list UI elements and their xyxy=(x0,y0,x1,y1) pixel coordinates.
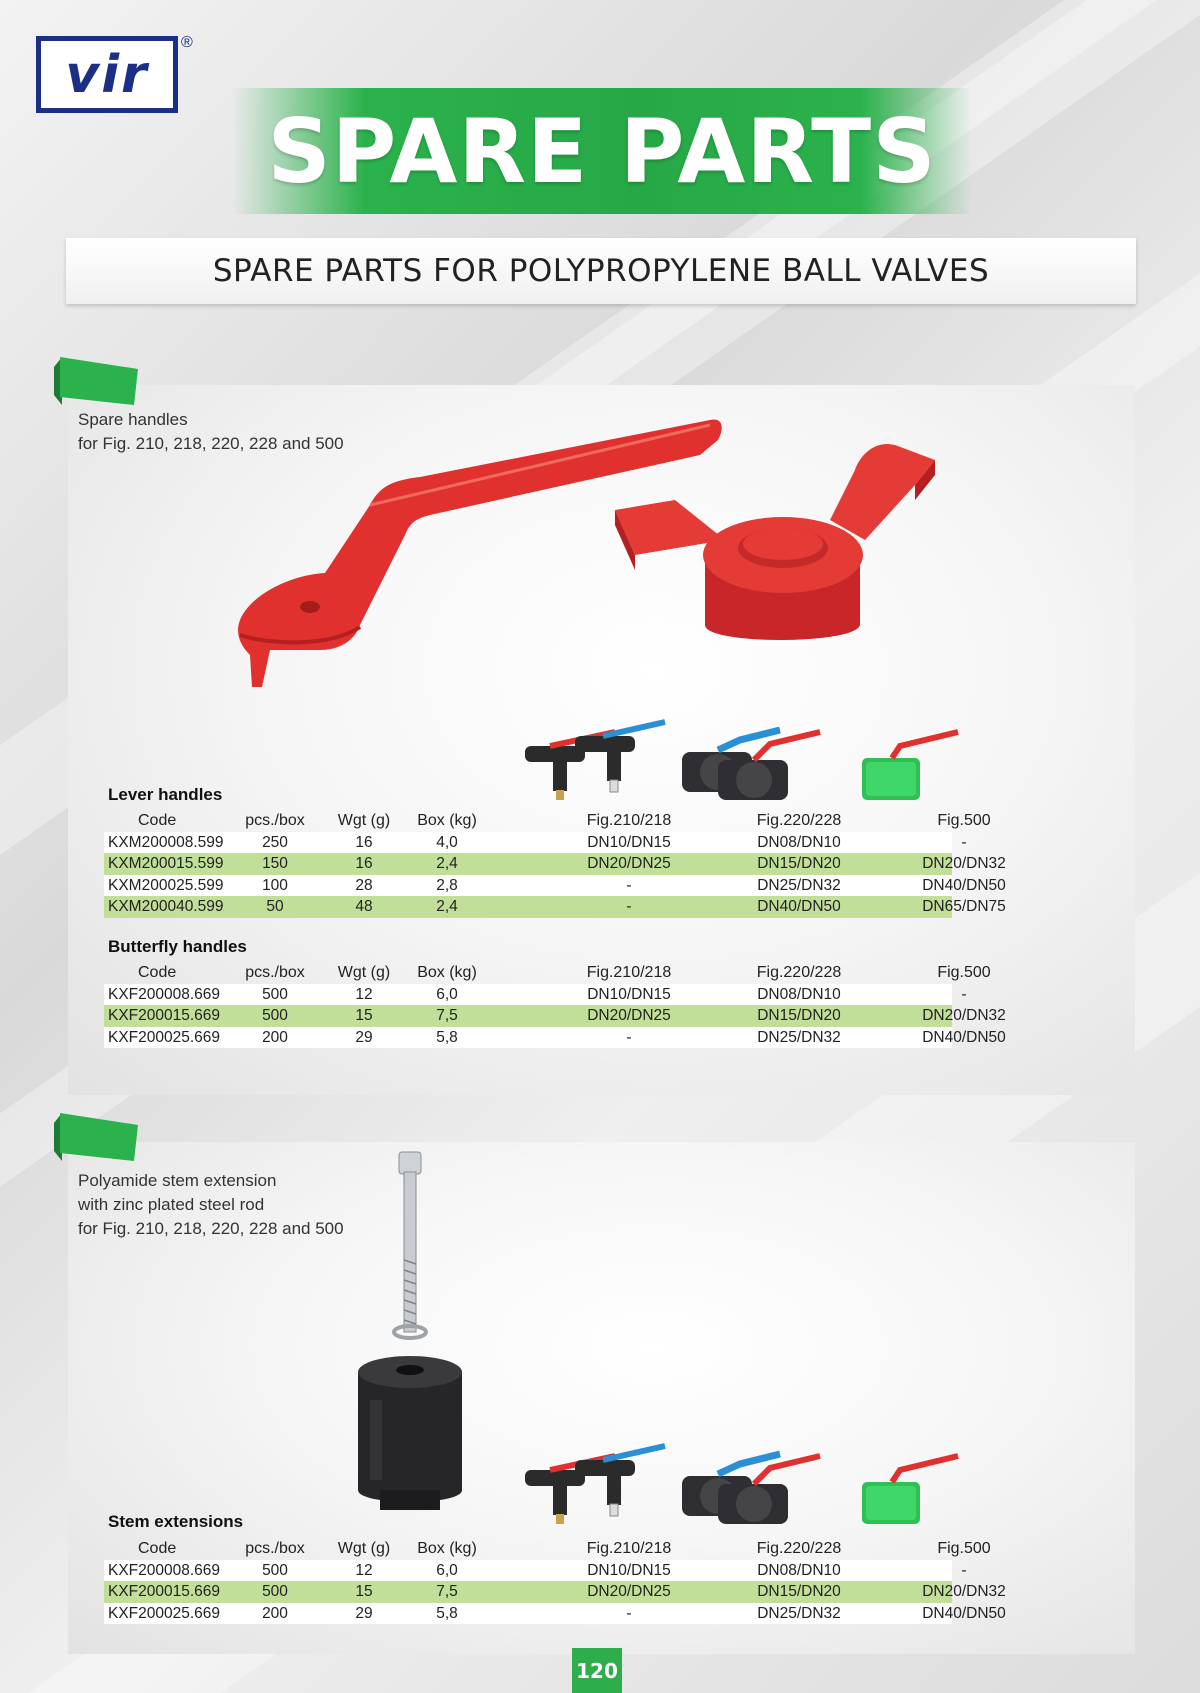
fig500-cell: - xyxy=(961,985,967,1003)
box-cell: 6,0 xyxy=(436,985,458,1003)
table-header-row xyxy=(104,810,991,832)
fig220-cell: DN08/DN10 xyxy=(757,985,841,1003)
table-row xyxy=(104,896,1006,918)
stem-extensions-table xyxy=(104,1538,1006,1624)
table-row xyxy=(104,1560,967,1582)
code-cell: KXF200025.669 xyxy=(108,1028,221,1046)
table-row xyxy=(104,1603,1006,1625)
column-header: Wgt (g) xyxy=(337,964,391,981)
fig-210-218-thumbnail xyxy=(515,1440,675,1530)
logo-text: vir xyxy=(65,44,149,105)
page-subtitle: SPARE PARTS FOR POLYPROPYLENE BALL VALVES xyxy=(212,253,990,289)
fig210-cell: - xyxy=(626,1028,632,1046)
table-row xyxy=(104,1005,1006,1027)
table-row xyxy=(104,832,967,854)
fig220-cell: DN15/DN20 xyxy=(757,855,841,873)
column-header: Wgt (g) xyxy=(337,1540,391,1557)
weight-cell: 15 xyxy=(355,1007,373,1025)
weight-cell: 16 xyxy=(355,833,373,851)
stem-extensions-title: Stem extensions xyxy=(108,1512,244,1531)
table-row xyxy=(104,984,967,1006)
column-header: Box (kg) xyxy=(417,1540,477,1557)
fig500-cell: DN65/DN75 xyxy=(922,898,1006,916)
fig210-cell: DN20/DN25 xyxy=(587,1007,671,1025)
column-header: Box (kg) xyxy=(417,964,477,981)
box-cell: 2,8 xyxy=(436,876,458,894)
fig500-cell: DN40/DN50 xyxy=(922,876,1006,894)
table-row xyxy=(104,875,1006,897)
fig500-cell: DN20/DN32 xyxy=(922,855,1006,873)
table-row xyxy=(104,1027,1006,1049)
table-header-row xyxy=(104,1538,991,1560)
column-header: Fig.210/218 xyxy=(586,812,672,829)
brand-logo xyxy=(36,36,178,113)
column-header: Fig.220/228 xyxy=(756,1540,842,1557)
description-line: for Fig. 210, 218, 220, 228 and 500 xyxy=(78,1219,344,1238)
fig210-cell: DN10/DN15 xyxy=(587,1561,671,1579)
column-header: pcs./box xyxy=(245,1540,305,1557)
table-header-row xyxy=(104,962,991,984)
fig-500-thumbnail xyxy=(858,1442,968,1532)
fig-220-228-thumbnail xyxy=(680,714,830,806)
fig500-cell: DN20/DN32 xyxy=(922,1007,1006,1025)
description-line: with zinc plated steel rod xyxy=(78,1195,265,1214)
box-cell: 6,0 xyxy=(436,1561,458,1579)
fig220-cell: DN25/DN32 xyxy=(757,1028,841,1046)
butterfly-handle-image xyxy=(615,430,945,660)
fig-220-228-thumbnail xyxy=(680,1438,830,1530)
fig500-cell: - xyxy=(961,1561,967,1579)
column-header: Code xyxy=(138,964,177,981)
green-ribbon-icon xyxy=(54,357,138,405)
pcs-cell: 500 xyxy=(262,1561,288,1579)
column-header: pcs./box xyxy=(245,812,305,829)
page-title: SPARE PARTS xyxy=(267,99,937,203)
fig220-cell: DN15/DN20 xyxy=(757,1583,841,1601)
column-header: pcs./box xyxy=(245,964,305,981)
fig220-cell: DN25/DN32 xyxy=(757,876,841,894)
code-cell: KXM200040.599 xyxy=(108,898,224,916)
fig210-cell: DN20/DN25 xyxy=(587,1583,671,1601)
column-header: Fig.500 xyxy=(937,964,991,981)
column-header: Wgt (g) xyxy=(337,812,391,829)
fig210-cell: - xyxy=(626,898,632,916)
column-header: Fig.500 xyxy=(937,1540,991,1557)
fig210-cell: DN20/DN25 xyxy=(587,855,671,873)
pcs-cell: 100 xyxy=(262,876,288,894)
column-header: Fig.220/228 xyxy=(756,964,842,981)
column-header: Code xyxy=(138,812,177,829)
fig500-cell: DN20/DN32 xyxy=(922,1583,1006,1601)
pcs-cell: 150 xyxy=(262,855,288,873)
box-cell: 7,5 xyxy=(436,1583,458,1601)
weight-cell: 29 xyxy=(355,1604,373,1622)
fig-500-thumbnail xyxy=(858,718,968,808)
lever-handles-table xyxy=(104,810,1006,918)
weight-cell: 12 xyxy=(355,1561,373,1579)
page-number-text: 120 xyxy=(576,1658,618,1683)
butterfly-handles-title: Butterfly handles xyxy=(108,937,247,956)
code-cell: KXM200015.599 xyxy=(108,855,224,873)
fig210-cell: DN10/DN15 xyxy=(587,833,671,851)
pcs-cell: 500 xyxy=(262,1007,288,1025)
title-banner xyxy=(232,88,972,214)
pcs-cell: 200 xyxy=(262,1604,288,1622)
weight-cell: 48 xyxy=(355,898,373,916)
weight-cell: 29 xyxy=(355,1028,373,1046)
pcs-cell: 500 xyxy=(262,1583,288,1601)
fig220-cell: DN25/DN32 xyxy=(757,1604,841,1622)
weight-cell: 15 xyxy=(355,1583,373,1601)
fig220-cell: DN08/DN10 xyxy=(757,833,841,851)
stem-extension-image xyxy=(350,1150,470,1512)
code-cell: KXM200008.599 xyxy=(108,833,224,851)
fig210-cell: - xyxy=(626,1604,632,1622)
box-cell: 4,0 xyxy=(436,833,458,851)
column-header: Fig.220/228 xyxy=(756,812,842,829)
lever-handles-title: Lever handles xyxy=(108,785,223,804)
fig210-cell: - xyxy=(626,876,632,894)
box-cell: 2,4 xyxy=(436,855,458,873)
column-header: Box (kg) xyxy=(417,812,477,829)
fig220-cell: DN15/DN20 xyxy=(757,1007,841,1025)
table-row xyxy=(104,1581,1006,1603)
code-cell: KXF200015.669 xyxy=(108,1007,221,1025)
table-row xyxy=(104,853,1006,875)
code-cell: KXF200025.669 xyxy=(108,1604,221,1622)
fig210-cell: DN10/DN15 xyxy=(587,985,671,1003)
green-ribbon-icon xyxy=(54,1113,138,1161)
code-cell: KXF200008.669 xyxy=(108,1561,221,1579)
stem-extension-description xyxy=(78,1169,344,1241)
fig500-cell: - xyxy=(961,833,967,851)
pcs-cell: 200 xyxy=(262,1028,288,1046)
column-header: Code xyxy=(138,1540,177,1557)
fig-210-218-thumbnail xyxy=(515,716,675,806)
pcs-cell: 50 xyxy=(266,898,284,916)
pcs-cell: 500 xyxy=(262,985,288,1003)
description-line: Polyamide stem extension xyxy=(78,1171,277,1190)
weight-cell: 12 xyxy=(355,985,373,1003)
description-line: for Fig. 210, 218, 220, 228 and 500 xyxy=(78,434,344,453)
pcs-cell: 250 xyxy=(262,833,288,851)
subtitle-bar xyxy=(66,238,1136,304)
page-number xyxy=(572,1648,622,1693)
code-cell: KXM200025.599 xyxy=(108,876,224,894)
code-cell: KXF200015.669 xyxy=(108,1583,221,1601)
box-cell: 5,8 xyxy=(436,1028,458,1046)
box-cell: 2,4 xyxy=(436,898,458,916)
description-line: Spare handles xyxy=(78,410,188,429)
butterfly-handles-table xyxy=(104,962,1006,1048)
weight-cell: 28 xyxy=(355,876,373,894)
registered-mark: ® xyxy=(181,34,193,51)
box-cell: 5,8 xyxy=(436,1604,458,1622)
fig220-cell: DN40/DN50 xyxy=(757,898,841,916)
fig220-cell: DN08/DN10 xyxy=(757,1561,841,1579)
box-cell: 7,5 xyxy=(436,1007,458,1025)
column-header: Fig.210/218 xyxy=(586,1540,672,1557)
column-header: Fig.210/218 xyxy=(586,964,672,981)
fig500-cell: DN40/DN50 xyxy=(922,1604,1006,1622)
fig500-cell: DN40/DN50 xyxy=(922,1028,1006,1046)
weight-cell: 16 xyxy=(355,855,373,873)
column-header: Fig.500 xyxy=(937,812,991,829)
code-cell: KXF200008.669 xyxy=(108,985,221,1003)
